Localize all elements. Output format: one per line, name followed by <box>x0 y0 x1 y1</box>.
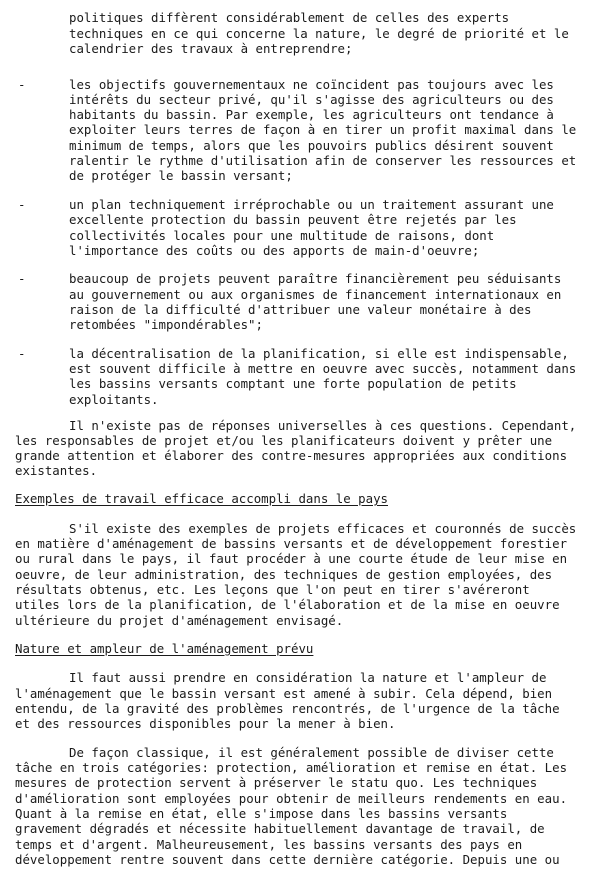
text-line: mesures de protection servent à préserver le statu quo. Les techniques <box>15 775 538 790</box>
text-line: excellente protection du bassin peuvent être rejetés par les <box>69 212 517 227</box>
text-line: S'il existe des exemples de projets efficaces et couronnés de succès <box>69 521 577 536</box>
text-line: résultats obtenus, etc. Les leçons que l'on peut en tirer s'avéreront <box>15 582 530 597</box>
text-line: retombées "impondérables"; <box>69 317 263 332</box>
text-line: tâche en trois catégories: protection, amélioration et remise en état. Les <box>15 760 568 775</box>
text-line: développement rentre souvent dans cette dernière catégorie. Depuis une ou <box>15 852 560 867</box>
text-line: l'importance des coûts ou des apports de main-d'oeuvre; <box>69 243 480 258</box>
text-line: collectivités locales pour une multitude de raisons, dont <box>69 228 495 243</box>
text-line: De façon classique, il est généralement possible de diviser cette <box>69 745 554 760</box>
text-line: l'aménagement que le bassin versant est amené à subir. Cela dépend, bien <box>15 686 553 701</box>
text-line: Il faut aussi prendre en considération la nature et l'ampleur de <box>69 670 547 685</box>
text-line: les objectifs gouvernementaux ne coïncident pas toujours avec les <box>69 77 554 92</box>
text-line: gravement dégradés et nécessite habituellement davantage de travail, de <box>15 821 545 836</box>
text-line: politiques diffèrent considérablement de celles des experts <box>69 10 510 25</box>
text-line: temps et d'argent. Malheureusement, les bassins versants des pays en <box>15 837 523 852</box>
text-line: minimum de temps, alors que les pouvoirs publics désirent souvent <box>69 138 554 153</box>
text-line: en matière d'aménagement de bassins versants et de développement forestier <box>15 536 568 551</box>
text-line: ralentir le rythme d'utilisation afin de conserver les ressources et <box>69 153 577 168</box>
text-line: grande attention et élaborer des contre-mesures appropriées aux conditions <box>15 448 568 463</box>
text-line: est souvent difficile à mettre en oeuvre avec succès, notamment dans <box>69 361 577 376</box>
text-line: les responsables de projet et/ou les planificateurs doivent y prêter une <box>15 433 553 448</box>
text-line: et des ressources disponibles pour la mener à bien. <box>15 716 396 731</box>
bullet-dash: - <box>18 77 26 92</box>
text-line: Quant à la remise en état, elle s'impose dans les bassins versants <box>15 806 508 821</box>
text-line: beaucoup de projets peuvent paraître financièrement peu séduisants <box>69 271 562 286</box>
text-line: oeuvre, de leur administration, des techniques de gestion employées, des <box>15 567 553 582</box>
section-heading: Nature et ampleur de l'aménagement prévu <box>15 641 314 656</box>
text-line: intérêts du secteur privé, qu'il s'agisse des agriculteurs ou des <box>69 92 554 107</box>
text-line: d'amélioration sont employées pour obtenir de meilleurs rendements en eau. <box>15 791 568 806</box>
text-line: Il n'existe pas de réponses universelles à ces questions. Cependant, <box>69 418 577 433</box>
text-line: ultérieure du projet d'aménagement envisagé. <box>15 613 344 628</box>
text-line: les bassins versants comptant une forte population de petits <box>69 376 517 391</box>
text-line: utiles lors de la planification, de l'élaboration et de la mise en oeuvre <box>15 597 560 612</box>
text-line: de protéger le bassin versant; <box>69 168 293 183</box>
text-line: habitants du bassin. Par exemple, les agriculteurs ont tendance à <box>69 107 554 122</box>
section-heading: Exemples de travail efficace accompli dans le pays <box>15 491 388 506</box>
text-line: un plan techniquement irréprochable ou un traitement assurant une <box>69 197 554 212</box>
text-line: exploiter leurs terres de façon à en tirer un profit maximal dans le <box>69 122 577 137</box>
text-line: raison de la difficulté d'attribuer une valeur monétaire à des <box>69 302 532 317</box>
text-line: au gouvernement ou aux organismes de financement internationaux en <box>69 287 562 302</box>
bullet-dash: - <box>18 346 26 361</box>
text-line: ou rural dans le pays, il faut procéder à une courte étude de leur mise en <box>15 551 568 566</box>
bullet-dash: - <box>18 197 26 212</box>
text-line: existantes. <box>15 463 98 478</box>
text-line: calendrier des travaux à entreprendre; <box>69 41 353 56</box>
bullet-dash: - <box>18 271 26 286</box>
text-line: la décentralisation de la planification, si elle est indispensable, <box>69 346 569 361</box>
text-line: techniques en ce qui concerne la nature, le degré de priorité et le <box>69 26 569 41</box>
text-line: exploitants. <box>69 392 159 407</box>
text-line: entendu, de la gravité des problèmes rencontrés, de l'urgence de la tâche <box>15 701 560 716</box>
